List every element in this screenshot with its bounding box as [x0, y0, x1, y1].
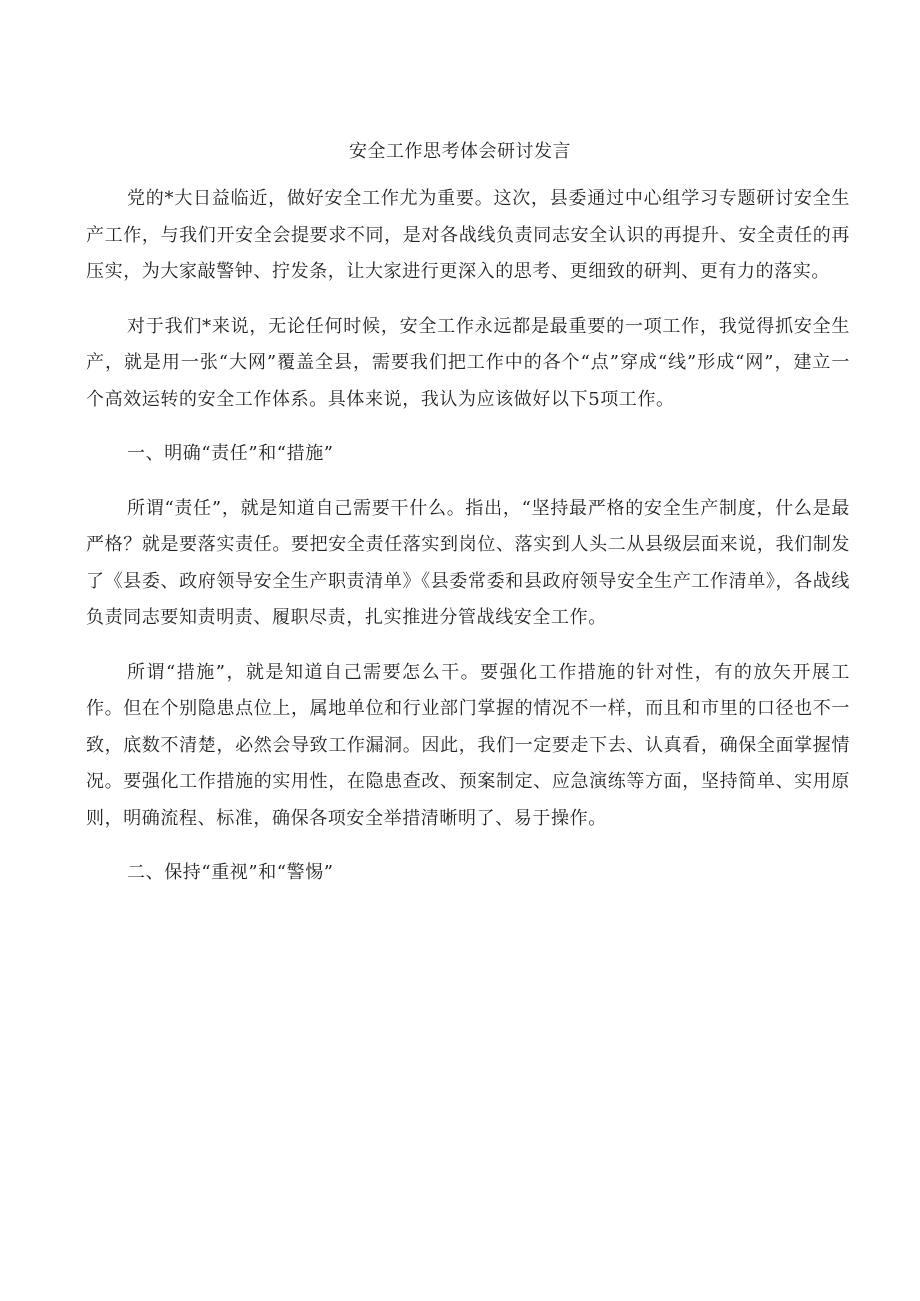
document-title: 安全工作思考体会研讨发言 [349, 141, 571, 162]
section-heading-1: 一、明确“责任”和“措施” [127, 443, 334, 464]
document-body [86, 181, 850, 910]
paragraph-overview: 对于我们*来说，无论任何时候，安全工作永远都是最重要的一项工作，我觉得抓安全生产，就是用一张“大网”覆盖全县，需要我们把工作中的各个“点”穿成“线”形成“网”，建立一个高效运转的安全工作体系。具体来说，我认为应该做好以下5项工作。 [86, 315, 850, 410]
paragraph-intro: 党的*大日益临近，做好安全工作尤为重要。这次，县委通过中心组学习专题研讨安全生产工作，与我们开安全会提要求不同，是对各战线负责同志安全认识的再提升、安全责任的再压实，为大家敲警钟、拧发条，让大家进行更深入的思考、更细致的研判、更有力的落实。 [86, 188, 850, 282]
paragraph-responsibility: 所谓“责任”，就是知道自己需要干什么。指出，“坚持最严格的安全生产制度，什么是最严格？就是要落实责任。要把安全责任落实到岗位、落实到人头二从县级层面来说，我们制发了《县委、政府领导安全生产职责清单》《县委常委和县政府领导安全生产工作清单》，各战线负责同志要知责明责、履职尽责，扎实推进分管战线安全工作。 [86, 497, 850, 628]
section-heading-2: 二、保持“重视”和“警惕” [127, 862, 334, 883]
paragraph-measures: 所谓“措施”，就是知道自己需要怎么干。要强化工作措施的针对性，有的放矢开展工作。但在个别隐患点位上，属地单位和行业部门掌握的情况不一样，而且和市里的口径也不一致，底数不清楚，必然会导致工作漏洞。因此，我们一定要走下去、认真看，确保全面掌握情况。要强化工作措施的实用性，在隐患查改、预案制定、应急演练等方面，坚持简单、实用原则，明确流程、标准，确保各项安全举措清晰明了、易于操作。 [86, 661, 850, 829]
